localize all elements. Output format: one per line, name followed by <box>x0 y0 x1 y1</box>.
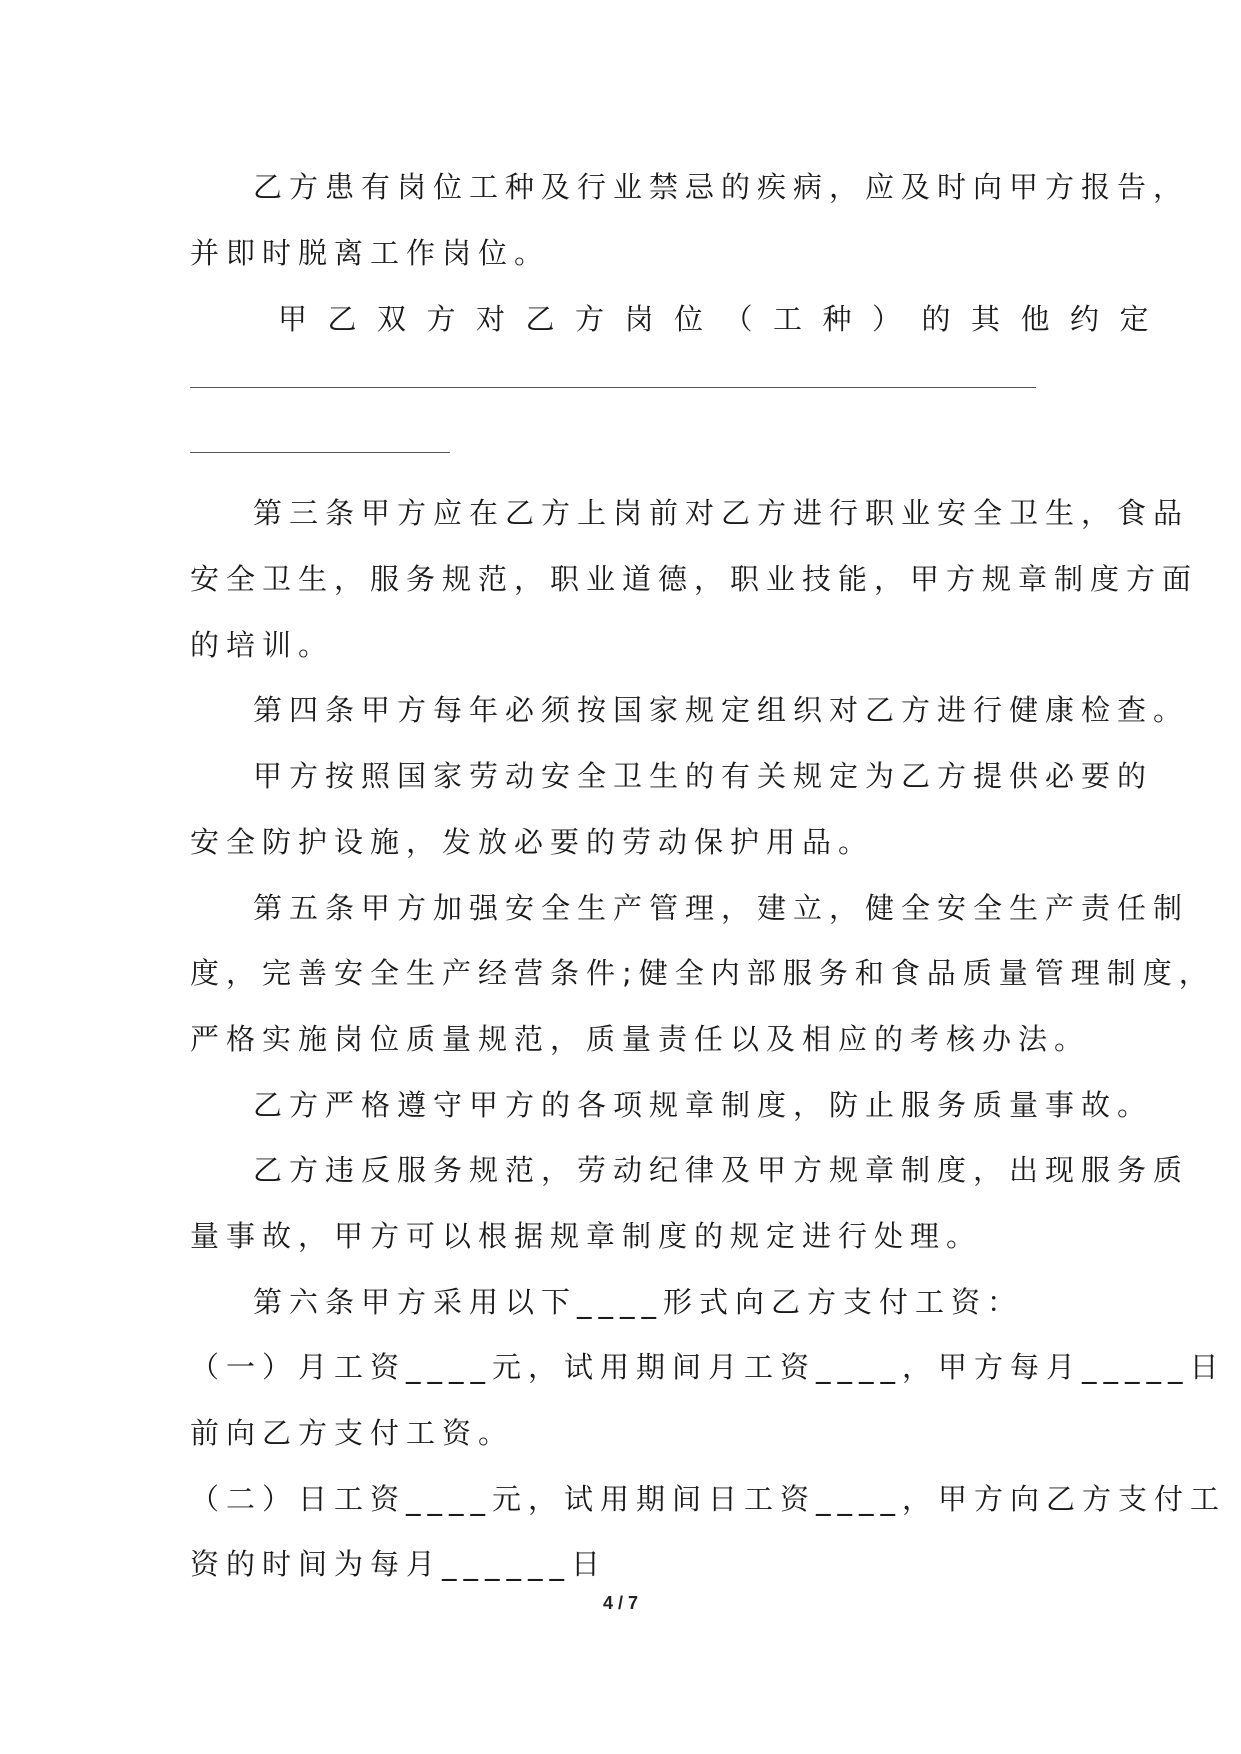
text-line: 乙方患有岗位工种及行业禁忌的疾病，应及时向甲方报告， <box>253 170 1190 204</box>
text-line: 严格实施岗位质量规范，质量责任以及相应的考核办法。 <box>190 1022 1091 1056</box>
text-line: 资的时间为每月______日 <box>190 1547 608 1581</box>
text-line: 甲乙双方对乙方岗位（工种）的其他约定 <box>278 302 1170 336</box>
text-line: 安全卫生，服务规范，职业道德，职业技能，甲方规章制度方面 <box>190 562 1199 596</box>
blank-fill-line <box>190 452 450 453</box>
text-line: 安全防护设施，发放必要的劳动保护用品。 <box>190 825 875 859</box>
text-line: 第三条甲方应在乙方上岗前对乙方进行职业安全卫生，食品 <box>253 496 1190 530</box>
page-number: 4 / 7 <box>602 1593 639 1613</box>
text-line: 第六条甲方采用以下____形式向乙方支付工资： <box>253 1285 1024 1319</box>
blank-fill-line <box>190 387 1036 388</box>
text-line: 的培训。 <box>190 628 335 662</box>
text-line: 第五条甲方加强安全生产管理，建立，健全安全生产责任制 <box>253 891 1190 925</box>
text-line: 前向乙方支付工资。 <box>190 1416 515 1450</box>
text-line: 度，完善安全生产经营条件;健全内部服务和食品质量管理制度， <box>190 956 1215 990</box>
text-line: 第四条甲方每年必须按国家规定组织对乙方进行健康检查。 <box>253 693 1190 727</box>
text-line: 乙方违反服务规范，劳动纪律及甲方规章制度，出现服务质 <box>253 1153 1190 1187</box>
text-line: 乙方严格遵守甲方的各项规章制度，防止服务质量事故。 <box>253 1088 1154 1122</box>
text-line: 量事故，甲方可以根据规章制度的规定进行处理。 <box>190 1219 983 1253</box>
text-line: 并即时脱离工作岗位。 <box>190 236 551 270</box>
text-line: （二）日工资____元，试用期间日工资____，甲方向乙方支付工 <box>190 1482 1227 1516</box>
text-line: （一）月工资____元，试用期间月工资____，甲方每月_____日 <box>190 1350 1226 1384</box>
text-line: 甲方按照国家劳动安全卫生的有关规定为乙方提供必要的 <box>253 759 1154 793</box>
